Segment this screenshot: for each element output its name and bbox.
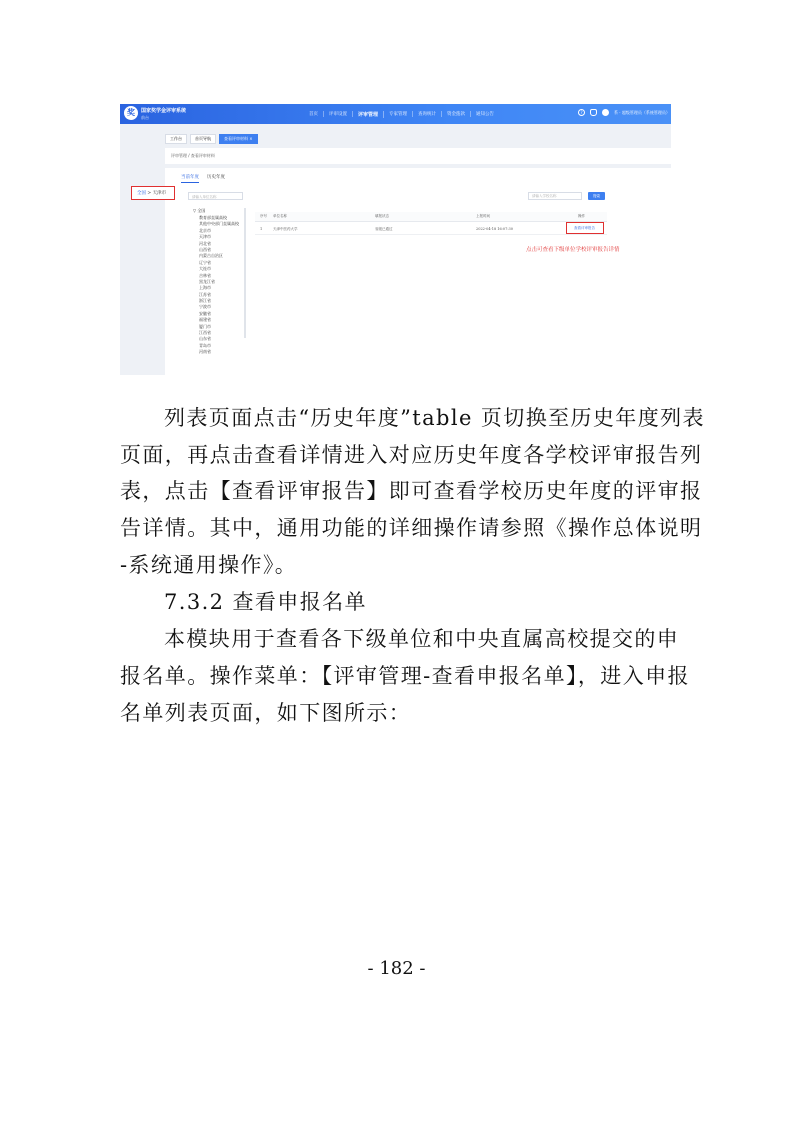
tree-root[interactable]: ▽ 全国 bbox=[193, 208, 206, 213]
table-header bbox=[255, 212, 607, 222]
tree-item[interactable]: 内蒙古自治区 bbox=[199, 253, 223, 259]
tree-item[interactable]: 山西省 bbox=[199, 246, 211, 252]
tree-item[interactable]: 辽宁省 bbox=[199, 259, 211, 265]
p1-line-1: 列表页面点击“历史年度”table 页切换至历史年度列表 bbox=[164, 406, 705, 430]
p1-line-4: 告详情。其中，通用功能的详细操作请参照《操作总体说明 bbox=[120, 516, 703, 540]
p1-line-2: 页面，再点击查看详情进入对应历史年度各学校评审报告列 bbox=[120, 443, 703, 467]
school-search-input[interactable]: 请输入学校名称 bbox=[528, 192, 582, 200]
th-index: 序号 bbox=[260, 214, 267, 218]
tree-item[interactable]: 厦门市 bbox=[199, 323, 211, 329]
tree-item[interactable]: 浙江省 bbox=[199, 298, 211, 304]
breadcrumb: 评审管理 / 查看评审材料 bbox=[171, 153, 215, 158]
work-tab-view-materials[interactable]: 查看评审材料 × bbox=[219, 134, 258, 144]
tree-item[interactable]: 黑龙江省 bbox=[199, 278, 215, 284]
nav-item-funding[interactable]: 资金拨款 bbox=[442, 111, 471, 117]
nav-item-review-settings[interactable]: 评审设置 bbox=[324, 111, 353, 117]
tab-history-year[interactable]: 历史年度 bbox=[207, 175, 225, 180]
nav-item-home[interactable]: 首页 bbox=[304, 111, 324, 117]
tree-item[interactable]: 安徽省 bbox=[199, 310, 211, 316]
nav-item-notices[interactable]: 通知公告 bbox=[476, 112, 495, 117]
nav-item-expert-management[interactable]: 专家管理 bbox=[384, 111, 413, 117]
view-report-button[interactable]: 查看评审报告 bbox=[574, 226, 595, 230]
region-link-national[interactable]: 全国 bbox=[137, 191, 146, 196]
year-tabs bbox=[181, 174, 225, 183]
breadcrumb-panel bbox=[165, 148, 671, 164]
school-table bbox=[255, 212, 607, 232]
main-nav bbox=[304, 104, 499, 124]
user-name[interactable]: 系 · 超级管理员（系统管理员） bbox=[614, 109, 670, 115]
tree-item[interactable]: 江苏省 bbox=[199, 291, 211, 297]
p1-line-3: 表，点击【查看评审报告】即可查看学校历史年度的评审报 bbox=[120, 479, 703, 503]
table-row bbox=[255, 225, 607, 235]
tab-current-year[interactable]: 当前年度 bbox=[181, 174, 199, 183]
tree-item[interactable]: 宁波市 bbox=[199, 304, 211, 310]
tree-search-input[interactable]: 请输入单位名称 bbox=[188, 192, 243, 200]
tree-item[interactable]: 教育部直属高校 bbox=[199, 215, 227, 220]
view-report-highlight-box bbox=[566, 222, 604, 234]
system-subtitle: 前台 bbox=[141, 115, 149, 120]
region-highlight-box bbox=[131, 186, 175, 200]
td-unit: 天津中医药大学 bbox=[273, 227, 298, 231]
region-current: 天津市 bbox=[152, 191, 167, 196]
system-logo-icon: 奖 bbox=[124, 106, 138, 120]
tree-item[interactable]: 大连市 bbox=[199, 266, 211, 272]
tree-item[interactable]: 山东省 bbox=[199, 336, 211, 342]
help-icon[interactable]: ? bbox=[578, 109, 585, 116]
tree-item[interactable]: 福建省 bbox=[199, 317, 211, 323]
th-action: 操作 bbox=[578, 214, 585, 218]
p2-line-3: 名单列表页面，如下图所示： bbox=[120, 701, 412, 725]
nav-item-review-management[interactable]: 评审管理 bbox=[353, 111, 384, 118]
work-tab-home-nav[interactable]: 首页导航 bbox=[190, 134, 216, 144]
page-number: - 182 - bbox=[367, 958, 426, 979]
work-tabs bbox=[165, 133, 671, 144]
user-icon[interactable] bbox=[602, 109, 609, 116]
td-status: 省级已通过 bbox=[375, 227, 393, 231]
region-separator: > bbox=[146, 191, 153, 196]
tree-item[interactable]: 上海市 bbox=[199, 285, 211, 291]
p2-line-1: 本模块用于查看各下级单位和中央直属高校提交的申 bbox=[164, 627, 680, 651]
td-index: 1 bbox=[260, 227, 263, 231]
tree-item[interactable]: 北京市 bbox=[199, 227, 211, 233]
top-bar bbox=[120, 104, 680, 124]
tree-item[interactable]: 江西省 bbox=[199, 330, 211, 336]
tree-item[interactable]: 河南省 bbox=[199, 349, 211, 355]
top-icons bbox=[578, 109, 679, 116]
tree-item[interactable]: 河北省 bbox=[199, 240, 211, 246]
tree-item[interactable]: 青岛市 bbox=[199, 342, 211, 348]
tree-item[interactable]: 吉林省 bbox=[199, 272, 211, 278]
tree-item[interactable]: 天津市 bbox=[199, 234, 211, 240]
annotation-note: 点击可查看下级单位学校评审报告详情 bbox=[526, 247, 620, 253]
system-name: 国家奖学金评审系统 bbox=[141, 108, 187, 114]
work-tab-workbench[interactable]: 工作台 bbox=[165, 134, 187, 144]
th-time: 上报时间 bbox=[476, 214, 490, 218]
p2-line-2: 报名单。操作菜单：【评审管理-查看申报名单】，进入申报 bbox=[120, 664, 690, 688]
search-button[interactable]: 搜索 bbox=[588, 192, 605, 200]
embedded-screenshot bbox=[120, 104, 680, 375]
th-unit: 单位名称 bbox=[273, 214, 287, 218]
th-status: 填报状态 bbox=[375, 214, 389, 218]
section-heading: 7.3.2 查看申报名单 bbox=[164, 590, 367, 614]
tree-item[interactable]: 其他中央部门直属高校 bbox=[199, 221, 239, 227]
bell-icon[interactable] bbox=[590, 109, 597, 116]
tree-scrollbar[interactable] bbox=[244, 208, 246, 338]
p1-line-5: -系统通用操作》。 bbox=[120, 553, 298, 577]
chevron-down-icon[interactable]: ⌄ bbox=[674, 109, 680, 116]
nav-item-query-stats[interactable]: 查询统计 bbox=[413, 111, 442, 117]
tree-list bbox=[199, 215, 239, 356]
td-time: 2022-04-18 16:07:30 bbox=[476, 227, 514, 231]
region-path bbox=[137, 190, 166, 196]
